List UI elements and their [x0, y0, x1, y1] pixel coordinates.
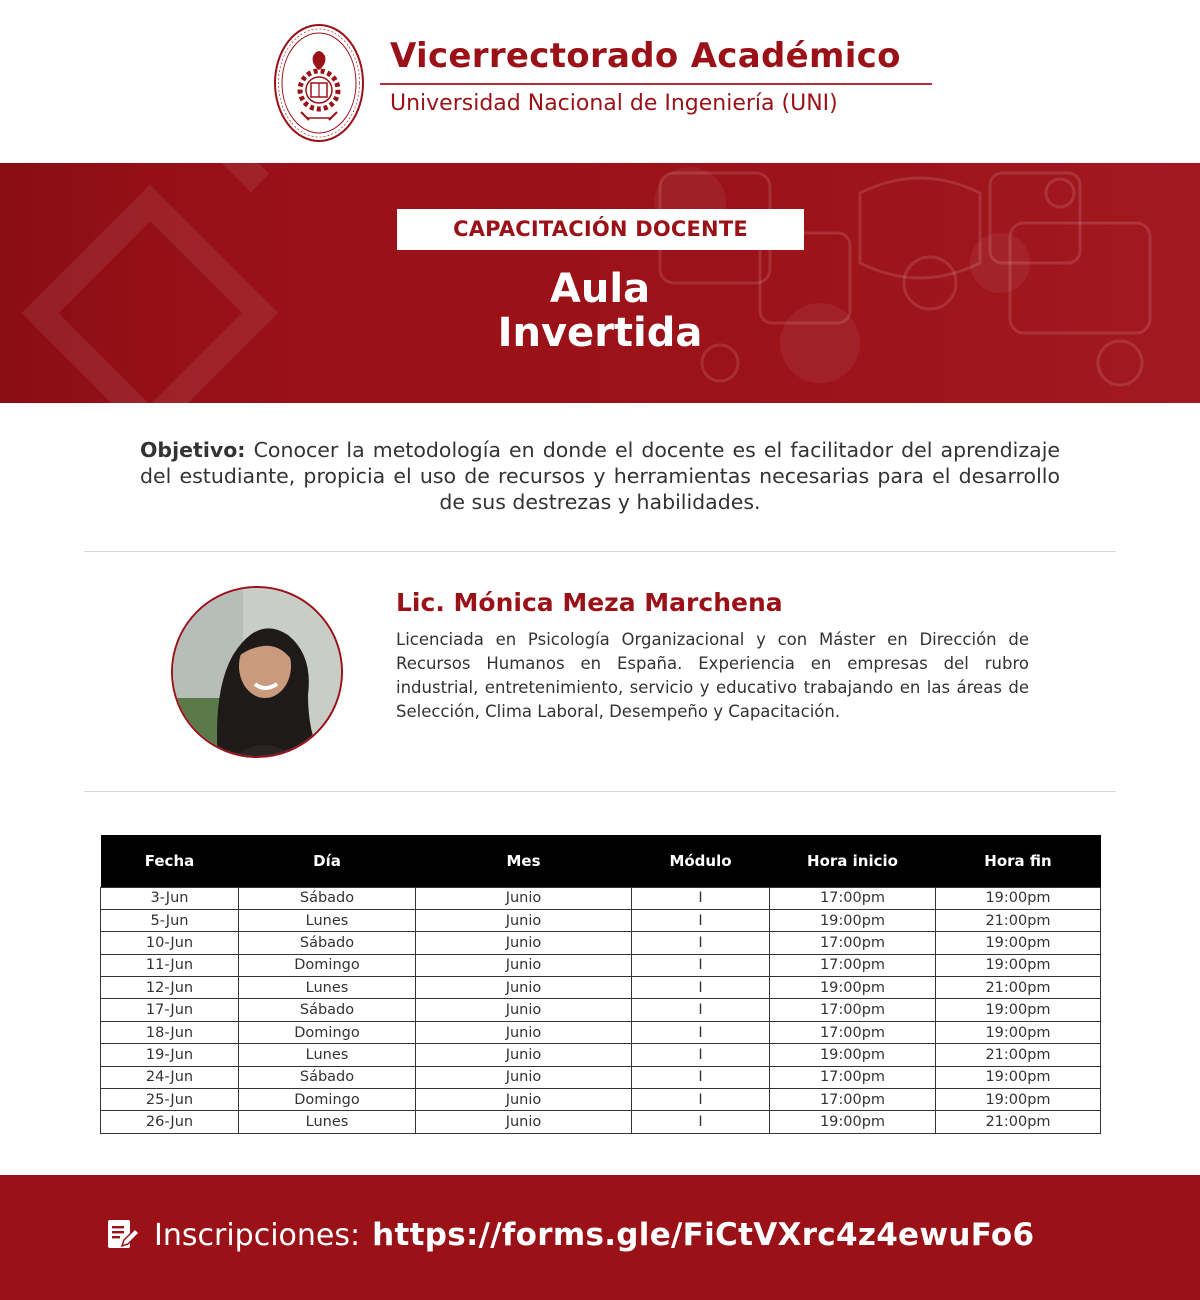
- cell-modulo: I: [632, 932, 770, 954]
- table-row: [101, 977, 1101, 999]
- cell-modulo: I: [632, 1021, 770, 1043]
- cell-hora-fin: 21:00pm: [936, 977, 1101, 999]
- edit-form-icon: [106, 1218, 138, 1252]
- cell-modulo: I: [632, 1044, 770, 1066]
- table-row: [101, 909, 1101, 931]
- cell-mes: Junio: [416, 932, 632, 954]
- cell-hora-inicio: 19:00pm: [770, 1111, 936, 1133]
- category-tag: CAPACITACIÓN DOCENTE: [397, 209, 804, 250]
- cell-hora-fin: 19:00pm: [936, 932, 1101, 954]
- cell-modulo: I: [632, 1111, 770, 1133]
- table-header-row: [101, 835, 1101, 887]
- registration-label: Inscripciones:: [154, 1217, 361, 1253]
- cell-fecha: 19-Jun: [101, 1044, 239, 1066]
- header-divider: [380, 83, 932, 85]
- speaker-bio: Licenciada en Psicología Organizacional y con Máster en Dirección de Recursos Humanos en España. Experiencia en empresas del rubro industrial, entretenimiento, servicio y educativo trabajando en las áreas de Selección, Clima Laboral, Desempeño y Capacitación.: [396, 630, 1029, 721]
- section-divider: [84, 551, 1116, 552]
- course-title-line-1: Aula: [549, 266, 651, 312]
- cell-modulo: I: [632, 1066, 770, 1088]
- cell-modulo: I: [632, 999, 770, 1021]
- cell-fecha: 12-Jun: [101, 977, 239, 999]
- cell-modulo: I: [632, 1089, 770, 1111]
- cell-hora-fin: 21:00pm: [936, 909, 1101, 931]
- cell-dia: Lunes: [239, 1044, 416, 1066]
- footer: [0, 1175, 1200, 1300]
- cell-mes: Junio: [416, 977, 632, 999]
- cell-fecha: 25-Jun: [101, 1089, 239, 1111]
- hero-banner: [0, 163, 1200, 403]
- cell-modulo: I: [632, 954, 770, 976]
- cell-hora-fin: 19:00pm: [936, 887, 1101, 909]
- table-row: [101, 954, 1101, 976]
- cell-fecha: 26-Jun: [101, 1111, 239, 1133]
- cell-mes: Junio: [416, 1021, 632, 1043]
- cell-mes: Junio: [416, 999, 632, 1021]
- header-title: Vicerrectorado Académico: [390, 36, 901, 76]
- cell-hora-inicio: 19:00pm: [770, 909, 936, 931]
- course-title-line-2: Invertida: [497, 310, 703, 356]
- cell-dia: Domingo: [239, 1089, 416, 1111]
- cell-hora-inicio: 17:00pm: [770, 887, 936, 909]
- cell-mes: Junio: [416, 1089, 632, 1111]
- cell-hora-inicio: 17:00pm: [770, 1021, 936, 1043]
- table-row: [101, 887, 1101, 909]
- cell-dia: Sábado: [239, 1066, 416, 1088]
- objective-label: Objetivo:: [140, 438, 246, 462]
- cell-modulo: I: [632, 909, 770, 931]
- section-divider: [84, 791, 1116, 792]
- cell-fecha: 11-Jun: [101, 954, 239, 976]
- column-header-fecha: Fecha: [101, 835, 239, 887]
- registration-link[interactable]: https://forms.gle/FiCtVXrc4z4ewuFo6: [372, 1217, 1035, 1253]
- cell-mes: Junio: [416, 1066, 632, 1088]
- cell-modulo: I: [632, 887, 770, 909]
- cell-dia: Sábado: [239, 999, 416, 1021]
- cell-mes: Junio: [416, 887, 632, 909]
- table-row: [101, 1111, 1101, 1133]
- cell-hora-fin: 19:00pm: [936, 1021, 1101, 1043]
- cell-mes: Junio: [416, 954, 632, 976]
- speaker-portrait-image: [173, 588, 343, 758]
- cell-hora-fin: 21:00pm: [936, 1044, 1101, 1066]
- cell-mes: Junio: [416, 1111, 632, 1133]
- speaker-name: Lic. Mónica Meza Marchena: [396, 588, 783, 617]
- cell-hora-inicio: 17:00pm: [770, 1089, 936, 1111]
- cell-dia: Domingo: [239, 1021, 416, 1043]
- cell-hora-inicio: 19:00pm: [770, 1044, 936, 1066]
- cell-hora-inicio: 17:00pm: [770, 954, 936, 976]
- cell-dia: Lunes: [239, 909, 416, 931]
- cell-fecha: 10-Jun: [101, 932, 239, 954]
- cell-hora-fin: 19:00pm: [936, 1089, 1101, 1111]
- cell-hora-fin: 19:00pm: [936, 999, 1101, 1021]
- header-subtitle: Universidad Nacional de Ingeniería (UNI): [390, 91, 838, 116]
- cell-hora-fin: 21:00pm: [936, 1111, 1101, 1133]
- cell-hora-inicio: 17:00pm: [770, 999, 936, 1021]
- cell-dia: Lunes: [239, 1111, 416, 1133]
- cell-dia: Sábado: [239, 887, 416, 909]
- table-row: [101, 1066, 1101, 1088]
- column-header-hora-inicio: Hora inicio: [770, 835, 936, 887]
- table-row: [101, 1089, 1101, 1111]
- cell-mes: Junio: [416, 909, 632, 931]
- table-row: [101, 999, 1101, 1021]
- table-row: [101, 1021, 1101, 1043]
- course-title: [300, 267, 900, 355]
- speaker-photo: [171, 586, 343, 758]
- table-row: [101, 932, 1101, 954]
- header: [0, 0, 1200, 163]
- column-header-modulo: Módulo: [632, 835, 770, 887]
- objective-text: Conocer la metodología en donde el docente es el facilitador del aprendizaje del estudiante, propicia el uso de recursos y herramientas necesarias para el desarrollo de sus destrezas y habilidades.: [140, 438, 1060, 514]
- cell-dia: Domingo: [239, 954, 416, 976]
- cell-hora-inicio: 17:00pm: [770, 1066, 936, 1088]
- objective-paragraph: [140, 437, 1060, 515]
- cell-modulo: I: [632, 977, 770, 999]
- cell-fecha: 3-Jun: [101, 887, 239, 909]
- schedule-table: [100, 835, 1101, 1134]
- cell-hora-inicio: 17:00pm: [770, 932, 936, 954]
- cell-dia: Lunes: [239, 977, 416, 999]
- cell-hora-fin: 19:00pm: [936, 954, 1101, 976]
- column-header-mes: Mes: [416, 835, 632, 887]
- table-row: [101, 1044, 1101, 1066]
- column-header-dia: Día: [239, 835, 416, 887]
- column-header-hora-fin: Hora fin: [936, 835, 1101, 887]
- cell-hora-fin: 19:00pm: [936, 1066, 1101, 1088]
- cell-dia: Sábado: [239, 932, 416, 954]
- university-seal-icon: [273, 22, 365, 144]
- cell-fecha: 5-Jun: [101, 909, 239, 931]
- cell-fecha: 24-Jun: [101, 1066, 239, 1088]
- cell-fecha: 17-Jun: [101, 999, 239, 1021]
- registration-line: [106, 1213, 1034, 1257]
- cell-fecha: 18-Jun: [101, 1021, 239, 1043]
- cell-mes: Junio: [416, 1044, 632, 1066]
- cell-hora-inicio: 19:00pm: [770, 977, 936, 999]
